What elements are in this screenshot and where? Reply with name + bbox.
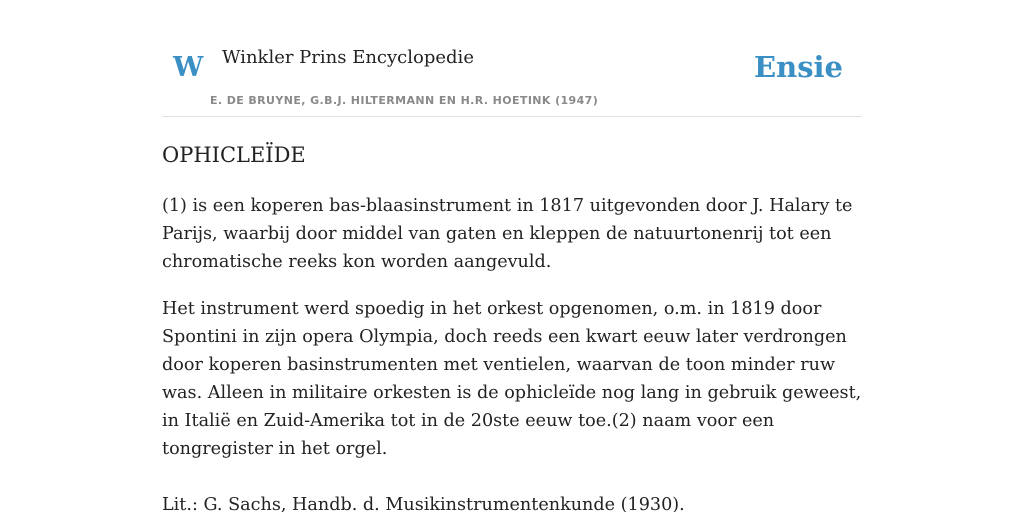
winkler-prins-logo[interactable]: W — [173, 52, 204, 83]
entry-literature-reference: Lit.: G. Sachs, Handb. d. Musikinstrumentenkunde (1930). — [162, 495, 685, 512]
publication-title[interactable]: Winkler Prins Encyclopedie — [222, 47, 474, 68]
entry-content — [162, 140, 862, 512]
entry-paragraph-definition: (1) is een koperen bas-blaasinstrument in 1817 uitgevonden door J. Halary te Parijs, waarbij door middel van gaten en kleppen de natuurtonenrij tot een chromatische reeks kon worden aangevuld. — [162, 196, 853, 272]
entry-paragraph-history: Het instrument werd spoedig in het orkest opgenomen, o.m. in 1819 door Spontini in zijn opera Olympia, doch reeds een kwart eeuw later verdrongen door koperen basinstrumenten met ventielen, waarvan de toon minder ruw was. Alleen in militaire orkesten is de ophicleïde nog lang in gebruik geweest, in Italië en Zuid-Amerika tot in de 20ste eeuw toe.(2) naam voor een tongregister in het orgel. — [162, 299, 862, 459]
ensie-logo[interactable]: Ensie — [754, 50, 843, 84]
publication-authors: E. DE BRUYNE, G.B.J. HILTERMANN EN H.R. HOETINK (1947) — [210, 94, 599, 107]
encyclopedia-header — [162, 40, 862, 117]
entry-title: OPHICLEÏDE — [162, 143, 306, 167]
